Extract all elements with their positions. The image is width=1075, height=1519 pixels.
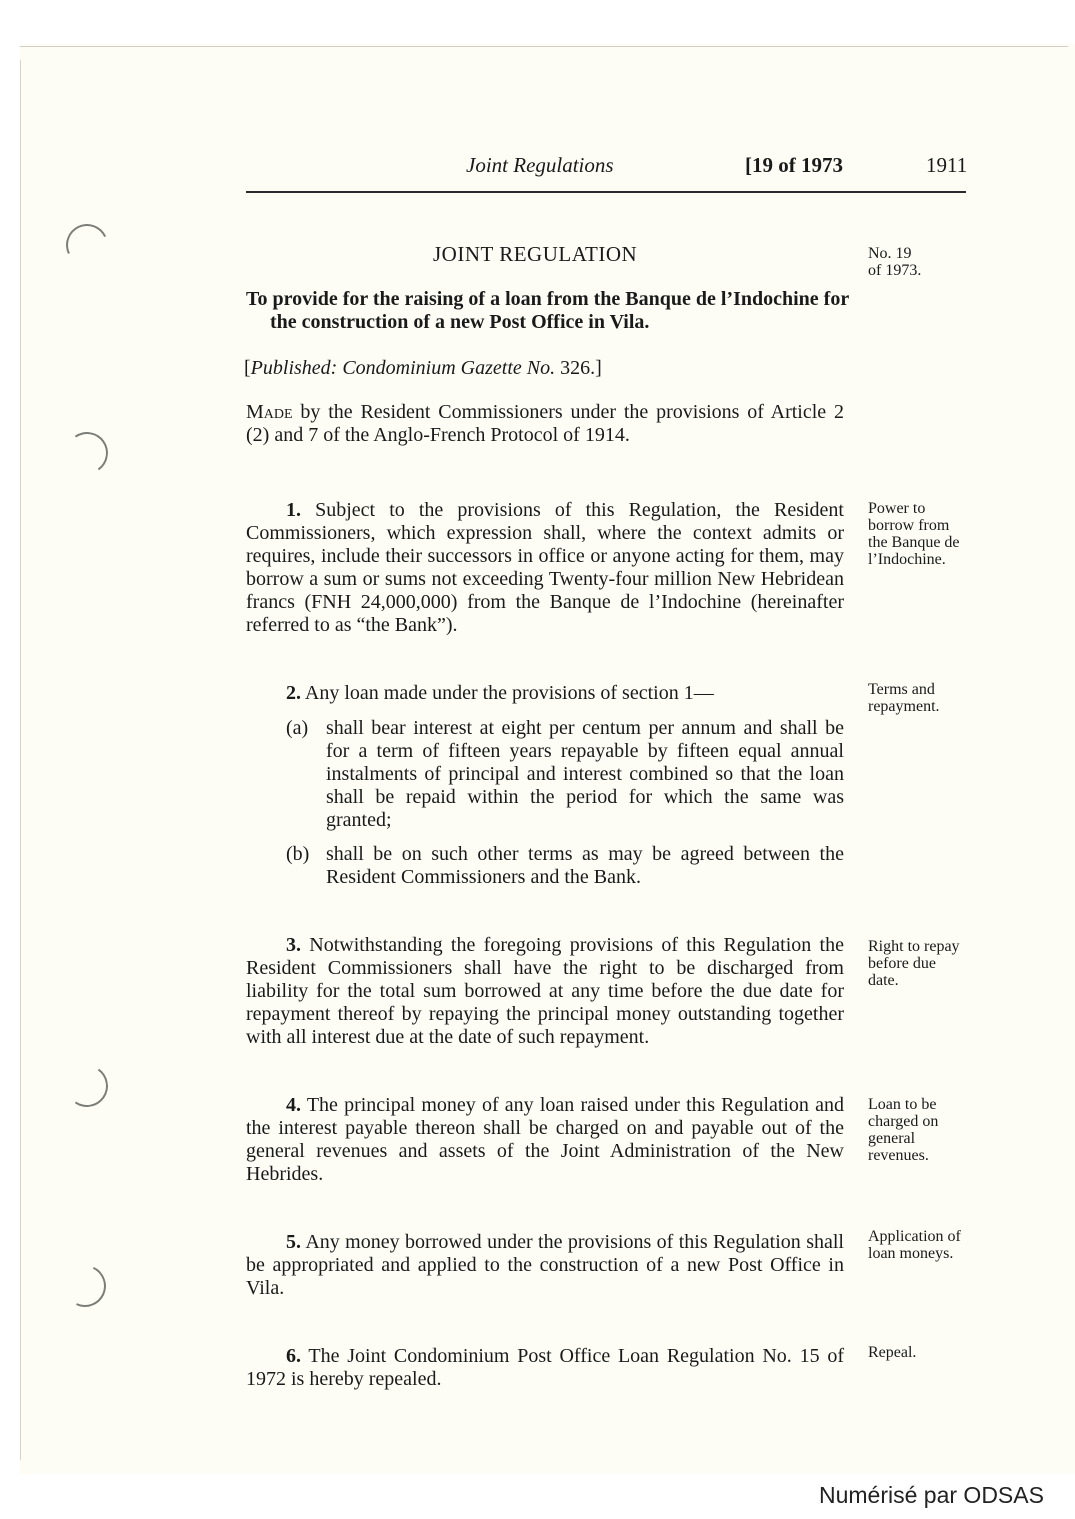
- section-text: Any money borrowed under the provisions of this Regulation shall be appropriated and applied to the construction of a new Post Office in Vila.: [246, 1231, 844, 1299]
- section-text: Any loan made under the provisions of section 1—: [301, 682, 714, 704]
- running-header-reference: [19 of 1973: [745, 153, 843, 177]
- margin-note-4: Loan to be charged on general revenues.: [868, 1096, 939, 1164]
- section-3: [246, 934, 844, 1049]
- paper-edge-left: [20, 60, 21, 1460]
- scan-credit: Numérisé par ODSAS: [819, 1482, 1044, 1508]
- regulation-purpose: To provide for the raising of a loan from the Banque de l’Indochine for the construction of a new Post Office in Vila.: [246, 288, 849, 333]
- regulation-number-line: of 1973.: [868, 262, 922, 279]
- regulation-number: [868, 245, 958, 279]
- publication-note: [244, 357, 602, 380]
- section-number: 2.: [286, 682, 301, 704]
- margin-note-1: Power to borrow from the Banque de l’Indochine.: [868, 500, 960, 568]
- publication-number: 326.]: [555, 357, 602, 379]
- section-text: Notwithstanding the foregoing provisions of this Regulation the Resident Commissioners shall have the right to be discharged from liability for the total sum borrowed at any time before the due date for repayment thereof by repaying the principal money outstanding together with all interest due at the date of such repayment.: [246, 934, 844, 1048]
- section-2: [246, 682, 844, 705]
- subsection-b: [286, 843, 844, 889]
- regulation-number-line: No. 19: [868, 245, 912, 262]
- section-text: The principal money of any loan raised under this Regulation and the interest payable thereon shall be charged on and payable out of the general revenues and assets of the Joint Administration of the New Hebrides.: [246, 1094, 844, 1185]
- enacting-text: by the Resident Commissioners under the provisions of Article 2 (2) and 7 of the Anglo-French Protocol of 1914.: [246, 401, 844, 446]
- enacting-word: Made: [246, 401, 293, 423]
- section-4: [246, 1094, 844, 1186]
- enacting-clause: [246, 401, 844, 447]
- section-number: 1.: [286, 499, 301, 521]
- paper-edge-top: [20, 46, 1068, 47]
- publication-bracket: [: [244, 357, 251, 379]
- section-6: [246, 1345, 844, 1391]
- regulation-heading: JOINT REGULATION: [433, 242, 638, 266]
- section-text: Subject to the provisions of this Regulation, the Resident Commissioners, which expression shall, where the context admits or requires, include their successors in office or anyone acting for them, may borrow a sum or sums not exceeding Twenty-four million New Hebridean francs (FNH 24,000,000) from the Banque de l’Indochine (hereinafter referred to as “the Bank”).: [246, 499, 844, 636]
- section-5: [246, 1231, 844, 1300]
- header-rule: [246, 191, 966, 193]
- margin-note-3: Right to repay before due date.: [868, 938, 960, 989]
- section-1: [246, 499, 844, 637]
- publication-gazette: Published: Condominium Gazette No.: [250, 357, 556, 379]
- subsection-text: shall bear interest at eight per centum per annum and shall be for a term of fifteen years repayable by fifteen equal annual instalments of principal and interest combined so that the loan shall be repaid within the period for which the same was granted;: [326, 717, 844, 831]
- section-number: 5.: [286, 1231, 301, 1253]
- margin-note-6: Repeal.: [868, 1344, 917, 1361]
- running-header-title: Joint Regulations: [466, 153, 614, 177]
- section-number: 3.: [286, 934, 301, 956]
- section-text: The Joint Condominium Post Office Loan Regulation No. 15 of 1972 is hereby repealed.: [246, 1345, 844, 1390]
- subsection-text: shall be on such other terms as may be agreed between the Resident Commissioners and the Bank.: [326, 843, 844, 888]
- subsection-label: (b): [286, 843, 310, 865]
- section-number: 6.: [286, 1345, 301, 1367]
- subsection-a: [286, 717, 844, 832]
- margin-note-2: Terms and repayment.: [868, 681, 940, 715]
- subsection-label: (a): [286, 717, 309, 739]
- margin-note-5: Application of loan moneys.: [868, 1228, 961, 1262]
- section-number: 4.: [286, 1094, 301, 1116]
- page-number: 1911: [926, 153, 968, 177]
